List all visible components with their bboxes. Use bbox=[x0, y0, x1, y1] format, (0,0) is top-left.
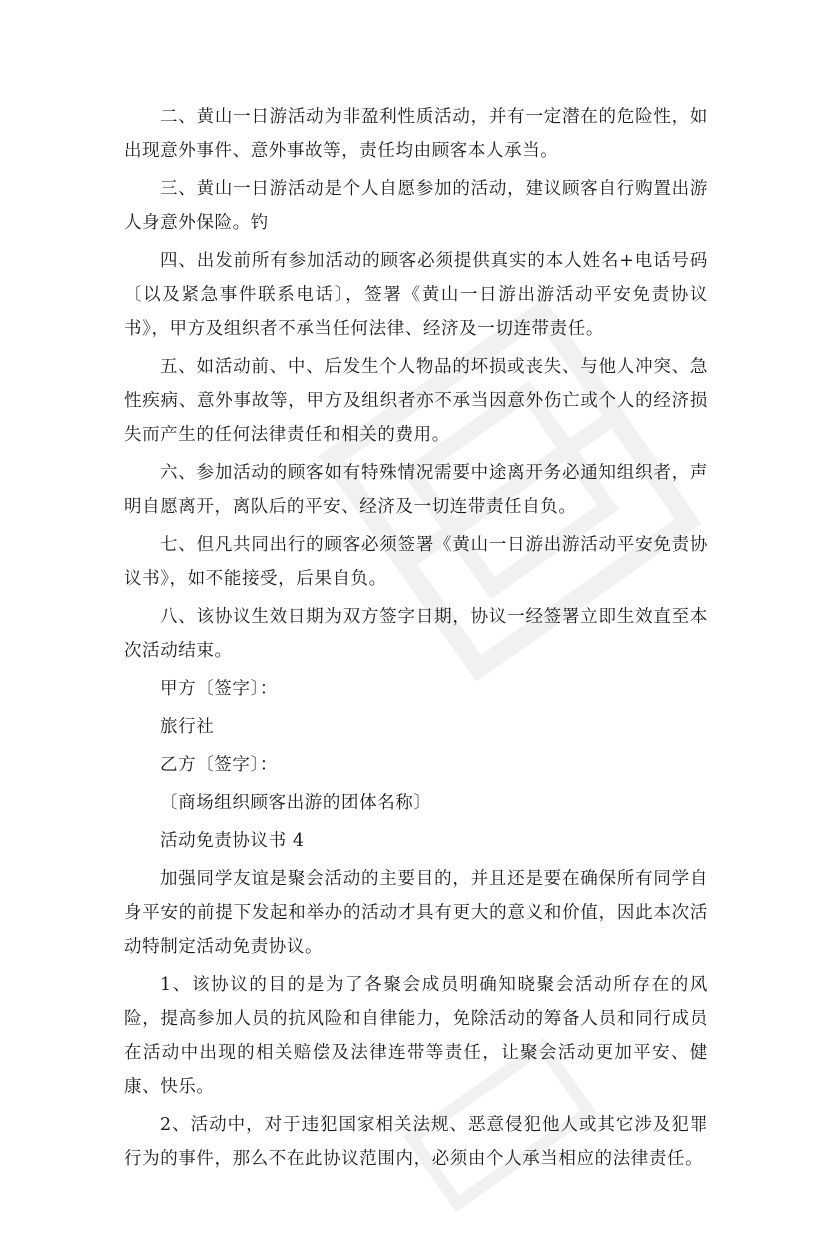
document-body bbox=[124, 100, 708, 1176]
party-b-signature: 乙方〔签字〕： bbox=[160, 755, 278, 775]
party-a-signature: 甲方〔签字〕： bbox=[160, 679, 278, 699]
article-2: 2、活动中，对于违犯国家相关法规、恶意侵犯他人或其它涉及犯罪行为的事件，那么不在此协议范围内，必须由个人承当相应的法律责任。 bbox=[124, 1115, 708, 1169]
clause-5: 五、如活动前、中、后发生个人物品的坏损或丧失、与他人冲突、急性疾病、意外事故等，甲方及组织者亦不承当因意外伤亡或个人的经济损失而产生的任何法律责任和相关的费用。 bbox=[124, 357, 708, 445]
clause-6: 六、参加活动的顾客如有特殊情况需要中途离开务必通知组织者，声明自愿离开，离队后的平安、经济及一切连带责任自负。 bbox=[124, 463, 708, 517]
clause-8: 八、该协议生效日期为双方签字日期，协议一经签署立即生效直至本次活动结束。 bbox=[124, 607, 708, 661]
intro-paragraph: 加强同学友谊是聚会活动的主要目的，并且还是要在确保所有同学自身平安的前提下发起和举办的活动才具有更大的意义和价值，因此本次活动特制定活动免责协议。 bbox=[124, 869, 708, 957]
clause-2: 二、黄山一日游活动为非盈利性质活动，并有一定潜在的危险性，如出现意外事件、意外事故等，责任均由顾客本人承当。 bbox=[124, 107, 708, 161]
party-b-name: 〔商场组织顾客出游的团体名称〕 bbox=[160, 793, 432, 813]
party-a-name: 旅行社 bbox=[160, 717, 215, 737]
section-title: 活动免责协议书 4 bbox=[160, 831, 305, 851]
clause-3: 三、黄山一日游活动是个人自愿参加的活动，建议顾客自行购置出游人身意外保险。钓 bbox=[124, 179, 708, 233]
clause-4: 四、出发前所有参加活动的顾客必须提供真实的本人姓名+电话号码〔以及紧急事件联系电话〕，签署《黄山一日游出游活动平安免责协议书》，甲方及组织者不承当任何法律、经济及一切连带责任。 bbox=[124, 251, 708, 339]
clause-7: 七、但凡共同出行的顾客必须签署《黄山一日游出游活动平安免责协议书》，如不能接受，后果自负。 bbox=[124, 535, 708, 589]
article-1: 1、该协议的目的是为了各聚会成员明确知晓聚会活动所存在的风险，提高参加人员的抗风险和自律能力，免除活动的筹备人员和同行成员在活动中出现的相关赔偿及法律连带等责任，让聚会活动更加平安、健康、快乐。 bbox=[124, 975, 708, 1097]
